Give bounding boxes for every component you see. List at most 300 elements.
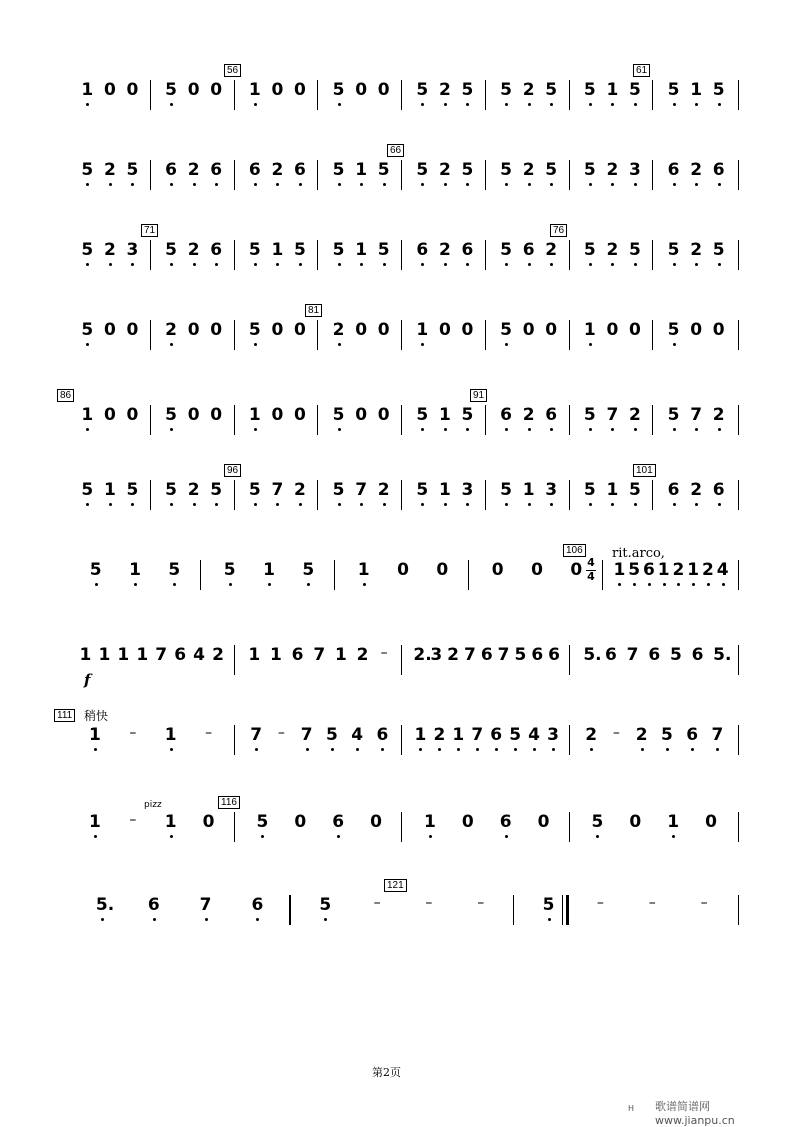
jianpu-note: 1 bbox=[584, 320, 596, 340]
low-octave-dot bbox=[109, 263, 112, 266]
jianpu-note: 2. bbox=[413, 645, 432, 665]
low-octave-dot bbox=[429, 835, 432, 838]
low-octave-dot bbox=[528, 183, 531, 186]
jianpu-note: 5 bbox=[629, 480, 641, 500]
barline bbox=[485, 160, 486, 190]
barline bbox=[200, 560, 201, 590]
low-octave-dot bbox=[634, 428, 637, 431]
rest-note: 0 bbox=[103, 320, 116, 340]
jianpu-note: 2 bbox=[188, 480, 200, 500]
barline-end bbox=[738, 320, 739, 350]
jianpu-note: 7 bbox=[313, 645, 326, 665]
barline bbox=[234, 320, 235, 350]
jianpu-note: 1 bbox=[414, 725, 426, 745]
jianpu-note: 1 bbox=[165, 812, 177, 832]
jianpu-note: 2 bbox=[212, 645, 224, 665]
low-octave-dot bbox=[589, 428, 592, 431]
bar-number-111: 111 bbox=[54, 709, 75, 722]
jianpu-note: 1 bbox=[89, 725, 101, 745]
jianpu-note: 5 bbox=[165, 480, 177, 500]
rest-note: 0 bbox=[294, 812, 307, 832]
low-octave-dot bbox=[528, 103, 531, 106]
barline bbox=[602, 560, 603, 590]
jianpu-note: 5 bbox=[628, 560, 640, 580]
system-11 bbox=[68, 880, 738, 955]
jianpu-note: 1 bbox=[81, 405, 93, 425]
jianpu-note: 1 bbox=[687, 560, 699, 580]
jianpu-note: 1 bbox=[165, 725, 177, 745]
jianpu-note: 5 bbox=[500, 160, 512, 180]
jianpu-note: 5 bbox=[416, 480, 428, 500]
low-octave-dot bbox=[673, 103, 676, 106]
jianpu-note: 5 bbox=[500, 240, 512, 260]
low-octave-dot bbox=[673, 428, 676, 431]
jianpu-note: 1 bbox=[129, 560, 141, 580]
rest-note: 0 bbox=[294, 320, 306, 340]
jianpu-note: 2 bbox=[188, 240, 200, 260]
rest-note: 0 bbox=[606, 320, 619, 340]
barline bbox=[317, 405, 318, 435]
jianpu-note: 6 bbox=[545, 405, 557, 425]
barline bbox=[150, 405, 151, 435]
jianpu-note: 5 bbox=[514, 645, 527, 665]
bar-number-86: 86 bbox=[57, 389, 74, 402]
jianpu-note: 6 bbox=[648, 645, 661, 665]
jianpu-note: 6 bbox=[490, 725, 502, 745]
low-octave-dot bbox=[641, 748, 644, 751]
rest-note: 0 bbox=[377, 405, 390, 425]
jianpu-note: 5 bbox=[668, 80, 680, 100]
jianpu-note: 7 bbox=[690, 405, 702, 425]
barline-end bbox=[738, 812, 739, 842]
barline bbox=[334, 560, 335, 590]
barline bbox=[317, 480, 318, 510]
page-footer: 第2页 bbox=[372, 1066, 401, 1079]
jianpu-note: 1 bbox=[270, 645, 282, 665]
jianpu-note: 2 bbox=[606, 160, 618, 180]
low-octave-dot bbox=[254, 428, 257, 431]
jianpu-note: 2 bbox=[545, 240, 557, 260]
jianpu-note: 6 bbox=[148, 895, 160, 915]
jianpu-note: 5 bbox=[126, 160, 138, 180]
rest-note: 0 bbox=[537, 812, 550, 832]
barline bbox=[150, 160, 151, 190]
barline bbox=[317, 80, 318, 110]
jianpu-note: 5 bbox=[378, 160, 390, 180]
jianpu-note: 5 bbox=[333, 480, 345, 500]
jianpu-note: 5 bbox=[378, 240, 390, 260]
low-octave-dot bbox=[338, 503, 341, 506]
rest-note: 0 bbox=[461, 320, 474, 340]
low-octave-dot bbox=[528, 503, 531, 506]
jianpu-note: 6 bbox=[643, 560, 655, 580]
low-octave-dot bbox=[528, 428, 531, 431]
jianpu-note: 5 bbox=[713, 240, 725, 260]
barline-end bbox=[738, 160, 739, 190]
jianpu-note: 5 bbox=[165, 240, 177, 260]
dynamic-forte: f bbox=[84, 671, 91, 689]
sustain-dash: – bbox=[373, 895, 381, 911]
rest-note: 0 bbox=[491, 560, 504, 580]
jianpu-note: 6 bbox=[210, 160, 222, 180]
jianpu-note: 1 bbox=[658, 560, 670, 580]
low-octave-dot bbox=[634, 103, 637, 106]
sustain-dash: – bbox=[129, 725, 137, 741]
low-octave-dot bbox=[589, 183, 592, 186]
jianpu-note: 1 bbox=[263, 560, 275, 580]
jianpu-note: 1 bbox=[613, 560, 625, 580]
jianpu-note: 7 bbox=[497, 645, 510, 665]
time-signature-numerator: 4 bbox=[587, 556, 595, 569]
jianpu-note: 3 bbox=[547, 725, 559, 745]
barline bbox=[468, 560, 469, 590]
low-octave-dot bbox=[505, 835, 508, 838]
low-octave-dot bbox=[589, 103, 592, 106]
jianpu-note: 2 bbox=[104, 240, 116, 260]
barline bbox=[401, 725, 402, 755]
jianpu-note: 5. bbox=[96, 895, 108, 915]
low-octave-dot bbox=[707, 583, 710, 586]
jianpu-note: 5 bbox=[249, 480, 261, 500]
sustain-dash: – bbox=[596, 895, 604, 911]
sustain-dash: – bbox=[477, 895, 485, 911]
low-octave-dot bbox=[383, 263, 386, 266]
jianpu-note: 6 bbox=[500, 812, 512, 832]
jianpu-note: 5 bbox=[81, 240, 93, 260]
jianpu-note: 1 bbox=[104, 480, 116, 500]
jianpu-note: 5 bbox=[333, 240, 345, 260]
rest-note: 0 bbox=[210, 320, 223, 340]
jianpu-note: 6 bbox=[605, 645, 617, 665]
jianpu-note: 5 bbox=[584, 80, 596, 100]
rest-note: 0 bbox=[377, 80, 390, 100]
barline-end bbox=[738, 80, 739, 110]
jianpu-note: 5 bbox=[333, 160, 345, 180]
low-octave-dot bbox=[634, 503, 637, 506]
low-octave-dot bbox=[673, 183, 676, 186]
jianpu-note: 2 bbox=[188, 160, 200, 180]
jianpu-note: 2 bbox=[271, 160, 283, 180]
jianpu-note: 6 bbox=[376, 725, 388, 745]
tempo-marking: 稍快 bbox=[84, 709, 109, 723]
barline bbox=[234, 160, 235, 190]
jianpu-note: 3 bbox=[545, 480, 557, 500]
jianpu-note: 5. bbox=[583, 645, 602, 665]
low-octave-dot bbox=[109, 503, 112, 506]
jianpu-note: 5 bbox=[90, 560, 102, 580]
jianpu-note: 2 bbox=[690, 240, 702, 260]
barline bbox=[317, 320, 318, 350]
jianpu-note: 5 bbox=[302, 560, 314, 580]
barline bbox=[401, 812, 402, 842]
jianpu-note: 5 bbox=[319, 895, 331, 915]
jianpu-note: 2 bbox=[165, 320, 177, 340]
low-octave-dot bbox=[444, 103, 447, 106]
jianpu-note: 5 bbox=[509, 725, 521, 745]
rest-note: 0 bbox=[712, 320, 725, 340]
jianpu-note: 5 bbox=[224, 560, 236, 580]
jianpu-note: 5 bbox=[326, 725, 338, 745]
jianpu-note: 1 bbox=[606, 80, 618, 100]
barline bbox=[485, 80, 486, 110]
final-barline-thin bbox=[562, 895, 563, 925]
barline bbox=[150, 480, 151, 510]
barline bbox=[652, 240, 653, 270]
low-octave-dot bbox=[109, 183, 112, 186]
jianpu-note: 6 bbox=[332, 812, 344, 832]
barline bbox=[569, 725, 570, 755]
low-octave-dot bbox=[229, 583, 232, 586]
jianpu-note: 6 bbox=[294, 160, 306, 180]
rest-note: 0 bbox=[271, 405, 284, 425]
jianpu-note: 1 bbox=[271, 240, 283, 260]
rest-note: 0 bbox=[629, 812, 642, 832]
jianpu-note: 6 bbox=[416, 240, 428, 260]
barline bbox=[652, 480, 653, 510]
barline bbox=[234, 480, 235, 510]
jianpu-note: 2 bbox=[606, 240, 618, 260]
jianpu-note: 1 bbox=[117, 645, 130, 665]
jianpu-note: 3 bbox=[430, 645, 443, 665]
barline bbox=[150, 320, 151, 350]
jianpu-note: 1 bbox=[136, 645, 149, 665]
jianpu-note: 1 bbox=[424, 812, 436, 832]
jianpu-note: 6 bbox=[165, 160, 177, 180]
jianpu-note: 4 bbox=[193, 645, 206, 665]
jianpu-note: 5 bbox=[333, 405, 345, 425]
jianpu-note: 5 bbox=[249, 320, 261, 340]
barline bbox=[317, 240, 318, 270]
barline bbox=[150, 240, 151, 270]
jianpu-note: 5 bbox=[668, 405, 680, 425]
barline-end bbox=[738, 480, 739, 510]
jianpu-note: 2 bbox=[585, 725, 597, 745]
rest-note: 0 bbox=[705, 812, 717, 832]
low-octave-dot bbox=[331, 748, 334, 751]
barline bbox=[569, 240, 570, 270]
jianpu-note: 7 bbox=[471, 725, 483, 745]
jianpu-note: 6 bbox=[548, 645, 560, 665]
jianpu-note: 6 bbox=[480, 645, 493, 665]
barline bbox=[401, 240, 402, 270]
low-octave-dot bbox=[94, 748, 97, 751]
low-octave-dot bbox=[254, 103, 257, 106]
low-octave-dot bbox=[383, 503, 386, 506]
barline-end bbox=[738, 895, 739, 925]
jianpu-note: 1 bbox=[249, 80, 261, 100]
low-octave-dot bbox=[338, 103, 341, 106]
low-octave-dot bbox=[193, 183, 196, 186]
jianpu-note: 5 bbox=[545, 160, 557, 180]
jianpu-note: 5 bbox=[165, 405, 177, 425]
low-octave-dot bbox=[589, 343, 592, 346]
rest-note: 0 bbox=[531, 560, 543, 580]
jianpu-note: 4 bbox=[717, 560, 729, 580]
jianpu-note: 6 bbox=[251, 895, 263, 915]
barline bbox=[234, 725, 235, 755]
jianpu-note: 2 bbox=[672, 560, 684, 580]
jianpu-note: 5 bbox=[416, 80, 428, 100]
jianpu-note: 6 bbox=[686, 725, 698, 745]
low-octave-dot bbox=[589, 263, 592, 266]
jianpu-note: 5 bbox=[416, 160, 428, 180]
jianpu-note: 1 bbox=[358, 560, 370, 580]
jianpu-note: 3 bbox=[629, 160, 641, 180]
rest-note: 0 bbox=[271, 320, 284, 340]
bar-number-91: 91 bbox=[470, 389, 487, 402]
low-octave-dot bbox=[663, 583, 666, 586]
low-octave-dot bbox=[338, 428, 341, 431]
low-octave-dot bbox=[722, 583, 725, 586]
low-octave-dot bbox=[254, 343, 257, 346]
low-octave-dot bbox=[444, 428, 447, 431]
rest-note: 0 bbox=[570, 560, 583, 580]
jianpu-note: 2 bbox=[439, 80, 451, 100]
barline bbox=[234, 80, 235, 110]
barline bbox=[289, 895, 290, 925]
rest-note: 0 bbox=[210, 405, 223, 425]
jianpu-note: 7 bbox=[200, 895, 212, 915]
low-octave-dot bbox=[718, 183, 721, 186]
bar-number-71: 71 bbox=[141, 224, 158, 237]
low-octave-dot bbox=[444, 263, 447, 266]
jianpu-note: 1 bbox=[667, 812, 679, 832]
jianpu-note: 5 bbox=[249, 240, 261, 260]
jianpu-note: 1 bbox=[98, 645, 111, 665]
jianpu-note: 1 bbox=[439, 405, 451, 425]
jianpu-note: 3 bbox=[126, 240, 138, 260]
rest-note: 0 bbox=[461, 812, 474, 832]
sustain-dash: – bbox=[700, 895, 708, 911]
low-octave-dot bbox=[94, 835, 97, 838]
barline bbox=[652, 80, 653, 110]
jianpu-note: 6 bbox=[668, 480, 680, 500]
rest-note: 0 bbox=[522, 320, 535, 340]
low-octave-dot bbox=[170, 748, 173, 751]
time-signature-denominator: 4 bbox=[587, 570, 595, 583]
jianpu-note: 6 bbox=[291, 645, 304, 665]
low-octave-dot bbox=[718, 103, 721, 106]
low-octave-dot bbox=[193, 503, 196, 506]
jianpu-note: 2 bbox=[447, 645, 459, 665]
jianpu-note: 5 bbox=[584, 160, 596, 180]
low-octave-dot bbox=[338, 263, 341, 266]
barline bbox=[569, 645, 570, 675]
barline bbox=[485, 320, 486, 350]
barline bbox=[401, 645, 402, 675]
low-octave-dot bbox=[170, 835, 173, 838]
jianpu-note: 5 bbox=[629, 80, 641, 100]
jianpu-note: 2 bbox=[378, 480, 390, 500]
low-octave-dot bbox=[193, 263, 196, 266]
bar-number-81: 81 bbox=[305, 304, 322, 317]
low-octave-dot bbox=[338, 343, 341, 346]
bar-number-76: 76 bbox=[550, 224, 567, 237]
low-octave-dot bbox=[528, 263, 531, 266]
low-octave-dot bbox=[268, 583, 271, 586]
jianpu-note: 5 bbox=[584, 480, 596, 500]
sustain-dash: – bbox=[648, 895, 656, 911]
jianpu-note: 6 bbox=[249, 160, 261, 180]
low-octave-dot bbox=[634, 263, 637, 266]
bar-number-106: 106 bbox=[563, 544, 586, 557]
jianpu-note: 2 bbox=[104, 160, 116, 180]
jianpu-note: 5 bbox=[256, 812, 268, 832]
jianpu-note: 2 bbox=[523, 80, 535, 100]
low-octave-dot bbox=[153, 918, 156, 921]
low-octave-dot bbox=[299, 263, 302, 266]
jianpu-note: 7 bbox=[271, 480, 283, 500]
jianpu-note: 5 bbox=[461, 80, 473, 100]
low-octave-dot bbox=[548, 918, 551, 921]
barline bbox=[569, 480, 570, 510]
jianpu-note: 1 bbox=[334, 645, 347, 665]
jianpu-note: 5 bbox=[333, 80, 345, 100]
jianpu-note: 5 bbox=[416, 405, 428, 425]
rest-note: 0 bbox=[629, 320, 641, 340]
bar-number-66: 66 bbox=[387, 144, 404, 157]
barline bbox=[652, 160, 653, 190]
rest-note: 0 bbox=[294, 80, 306, 100]
low-octave-dot bbox=[589, 503, 592, 506]
barline bbox=[150, 80, 151, 110]
jianpu-note: 2 bbox=[713, 405, 725, 425]
low-octave-dot bbox=[254, 183, 257, 186]
low-octave-dot bbox=[205, 918, 208, 921]
jianpu-note: 6 bbox=[523, 240, 535, 260]
jianpu-note: 6 bbox=[210, 240, 222, 260]
jianpu-note: 1 bbox=[355, 240, 367, 260]
barline bbox=[652, 320, 653, 350]
jianpu-note: 5 bbox=[591, 812, 603, 832]
jianpu-note: 2 bbox=[439, 240, 451, 260]
jianpu-note: 7 bbox=[463, 645, 476, 665]
corner-mark: H bbox=[628, 1104, 635, 1113]
jianpu-note: 1 bbox=[249, 405, 261, 425]
sustain-dash: – bbox=[612, 725, 620, 741]
rest-note: 0 bbox=[355, 80, 368, 100]
jianpu-note: 1 bbox=[248, 645, 261, 665]
bar-number-121: 121 bbox=[384, 879, 407, 892]
jianpu-note: 5 bbox=[81, 160, 93, 180]
low-octave-dot bbox=[444, 183, 447, 186]
jianpu-note: 7 bbox=[250, 725, 262, 745]
jianpu-note: 5 bbox=[669, 645, 682, 665]
jianpu-note: 5. bbox=[713, 645, 732, 665]
barline-end bbox=[738, 405, 739, 435]
sustain-dash: – bbox=[425, 895, 433, 911]
jianpu-note: 5 bbox=[500, 320, 512, 340]
jianpu-note: 2 bbox=[629, 405, 641, 425]
barline bbox=[485, 480, 486, 510]
jianpu-note: 1 bbox=[606, 480, 618, 500]
final-barline-thick bbox=[566, 895, 569, 925]
barline-end bbox=[738, 725, 739, 755]
jianpu-note: 6 bbox=[691, 645, 704, 665]
jianpu-note: 5 bbox=[500, 80, 512, 100]
jianpu-note: 2 bbox=[439, 160, 451, 180]
jianpu-note: 2 bbox=[523, 405, 535, 425]
low-octave-dot bbox=[299, 183, 302, 186]
jianpu-note: 1 bbox=[439, 480, 451, 500]
sustain-dash: – bbox=[129, 812, 137, 828]
jianpu-note: 5 bbox=[584, 405, 596, 425]
jianpu-note: 2 bbox=[636, 725, 648, 745]
jianpu-note: 6 bbox=[531, 645, 544, 665]
barline bbox=[569, 812, 570, 842]
barline bbox=[569, 160, 570, 190]
rest-note: 0 bbox=[187, 405, 200, 425]
